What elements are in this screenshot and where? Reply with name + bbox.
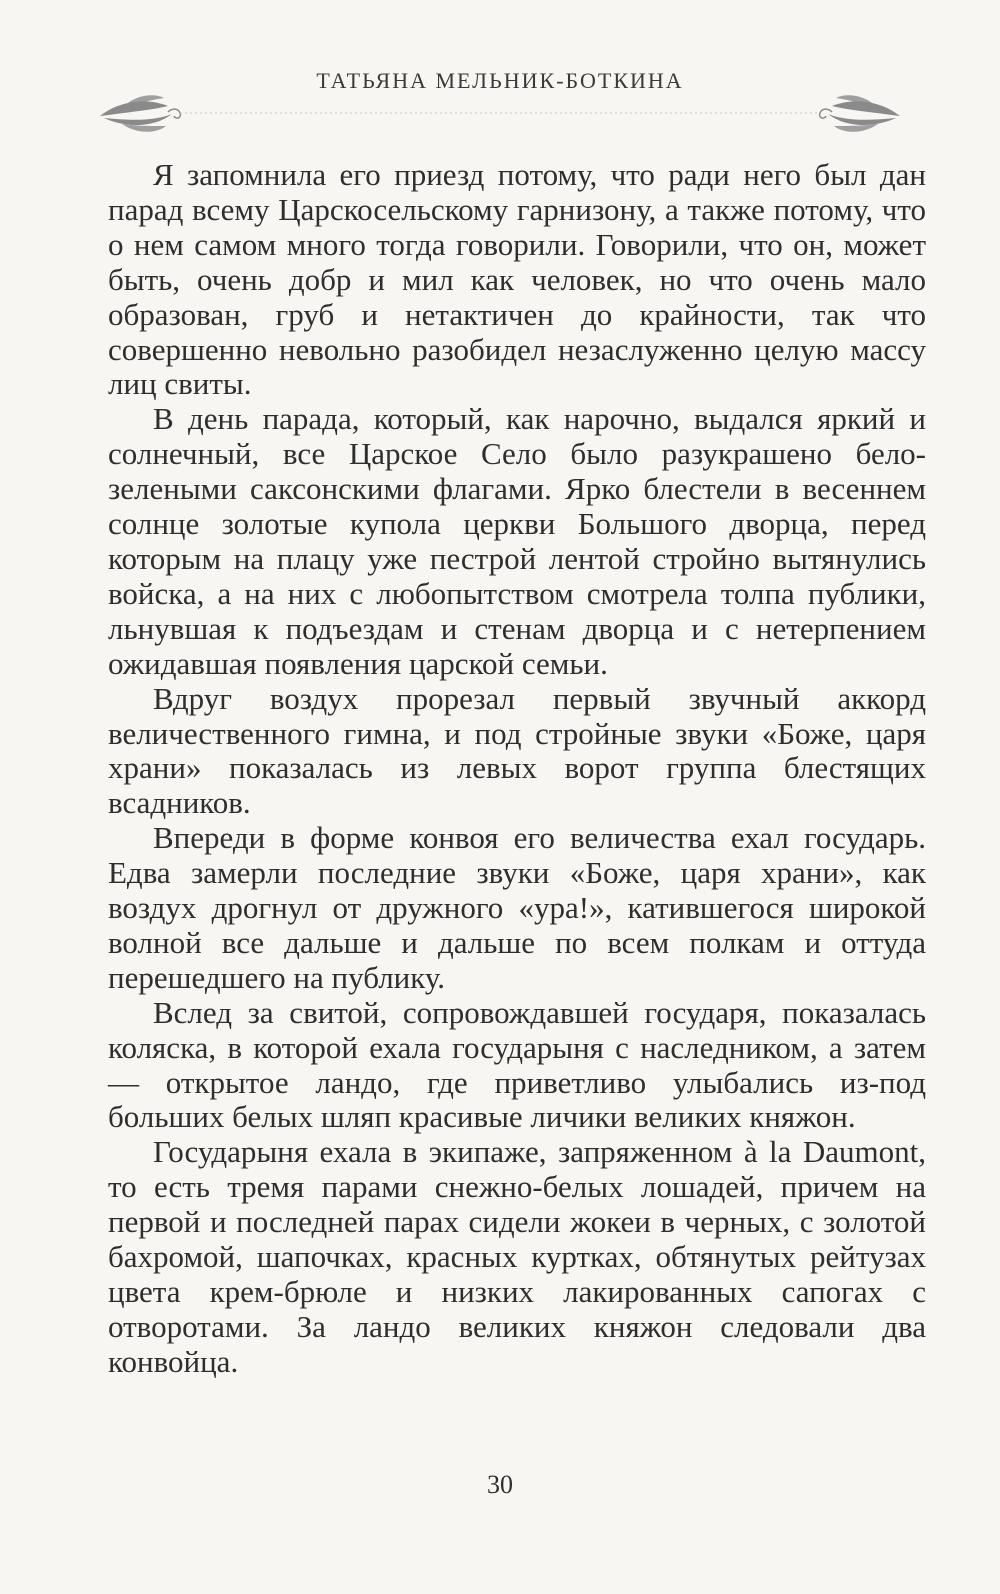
paragraph: Вслед за свитой, сопровождавшей государя, показалась коляска, в которой ехала государыня с наследником, а затем — открытое ландо, где приветливо улыбались из-под больших белых шляп красивые личики великих княжон. — [108, 994, 926, 1135]
page-number: 30 — [487, 1470, 513, 1499]
running-head-author: ТАТЬЯНА МЕЛЬНИК-БОТКИНА — [316, 68, 684, 93]
paragraph: Впереди в форме конвоя его величества ехал государь. Едва замерли последние звуки «Боже, царя храни», как воздух дрогнул от дружного «ура!», катившегося широкой волной все дальше и дальше по всем полкам и оттуда перешедшего на публику. — [108, 820, 926, 995]
flourish-divider-icon — [60, 90, 940, 136]
main-text — [108, 158, 926, 1380]
paragraph: Я запомнила его приезд потому, что ради него был дан парад всему Царскосельскому гарнизону, а также потому, что о нем самом много тогда говорили. Говорили, что он, может быть, очень добр и мил как человек, но что очень мало образован, груб и нетактичен до крайности, так что совершенно невольно разобидел незаслуженно целую массу лиц свиты. — [108, 157, 926, 402]
paragraph: Вдруг воздух прорезал первый звучный аккорд величественного гимна, и под стройные звуки «Боже, царя храни» показалась из левых ворот группа блестящих всадников. — [108, 680, 926, 821]
paragraph: Государыня ехала в экипаже, запряженном à la Daumont, то есть тремя парами снежно-белых лошадей, причем на первой и последней парах сидели жокеи в черных, с золотой бахромой, шапочках, красных куртках, обтянутых рейтузах цвета крем-брюле и низких лакированных сапогах с отворотами. За ландо великих княжон следовали два конвойца. — [108, 1134, 926, 1379]
left-leaf-ornament-icon — [100, 95, 172, 131]
right-leaf-ornament-icon — [828, 95, 900, 131]
paragraph: В день парада, который, как нарочно, выдался яркий и солнечный, все Царское Село было разукрашено бело-зелеными саксонскими флагами. Ярко блестели в весеннем солнце золотые купола церкви Большого дворца, перед которым на плацу уже пестрой лентой стройно вытянулись войска, а на них с любопытством смотрела толпа публики, льнувшая к подъездам и стенам дворца и с нетерпением ожидавшая появления царской семьи. — [108, 401, 926, 681]
